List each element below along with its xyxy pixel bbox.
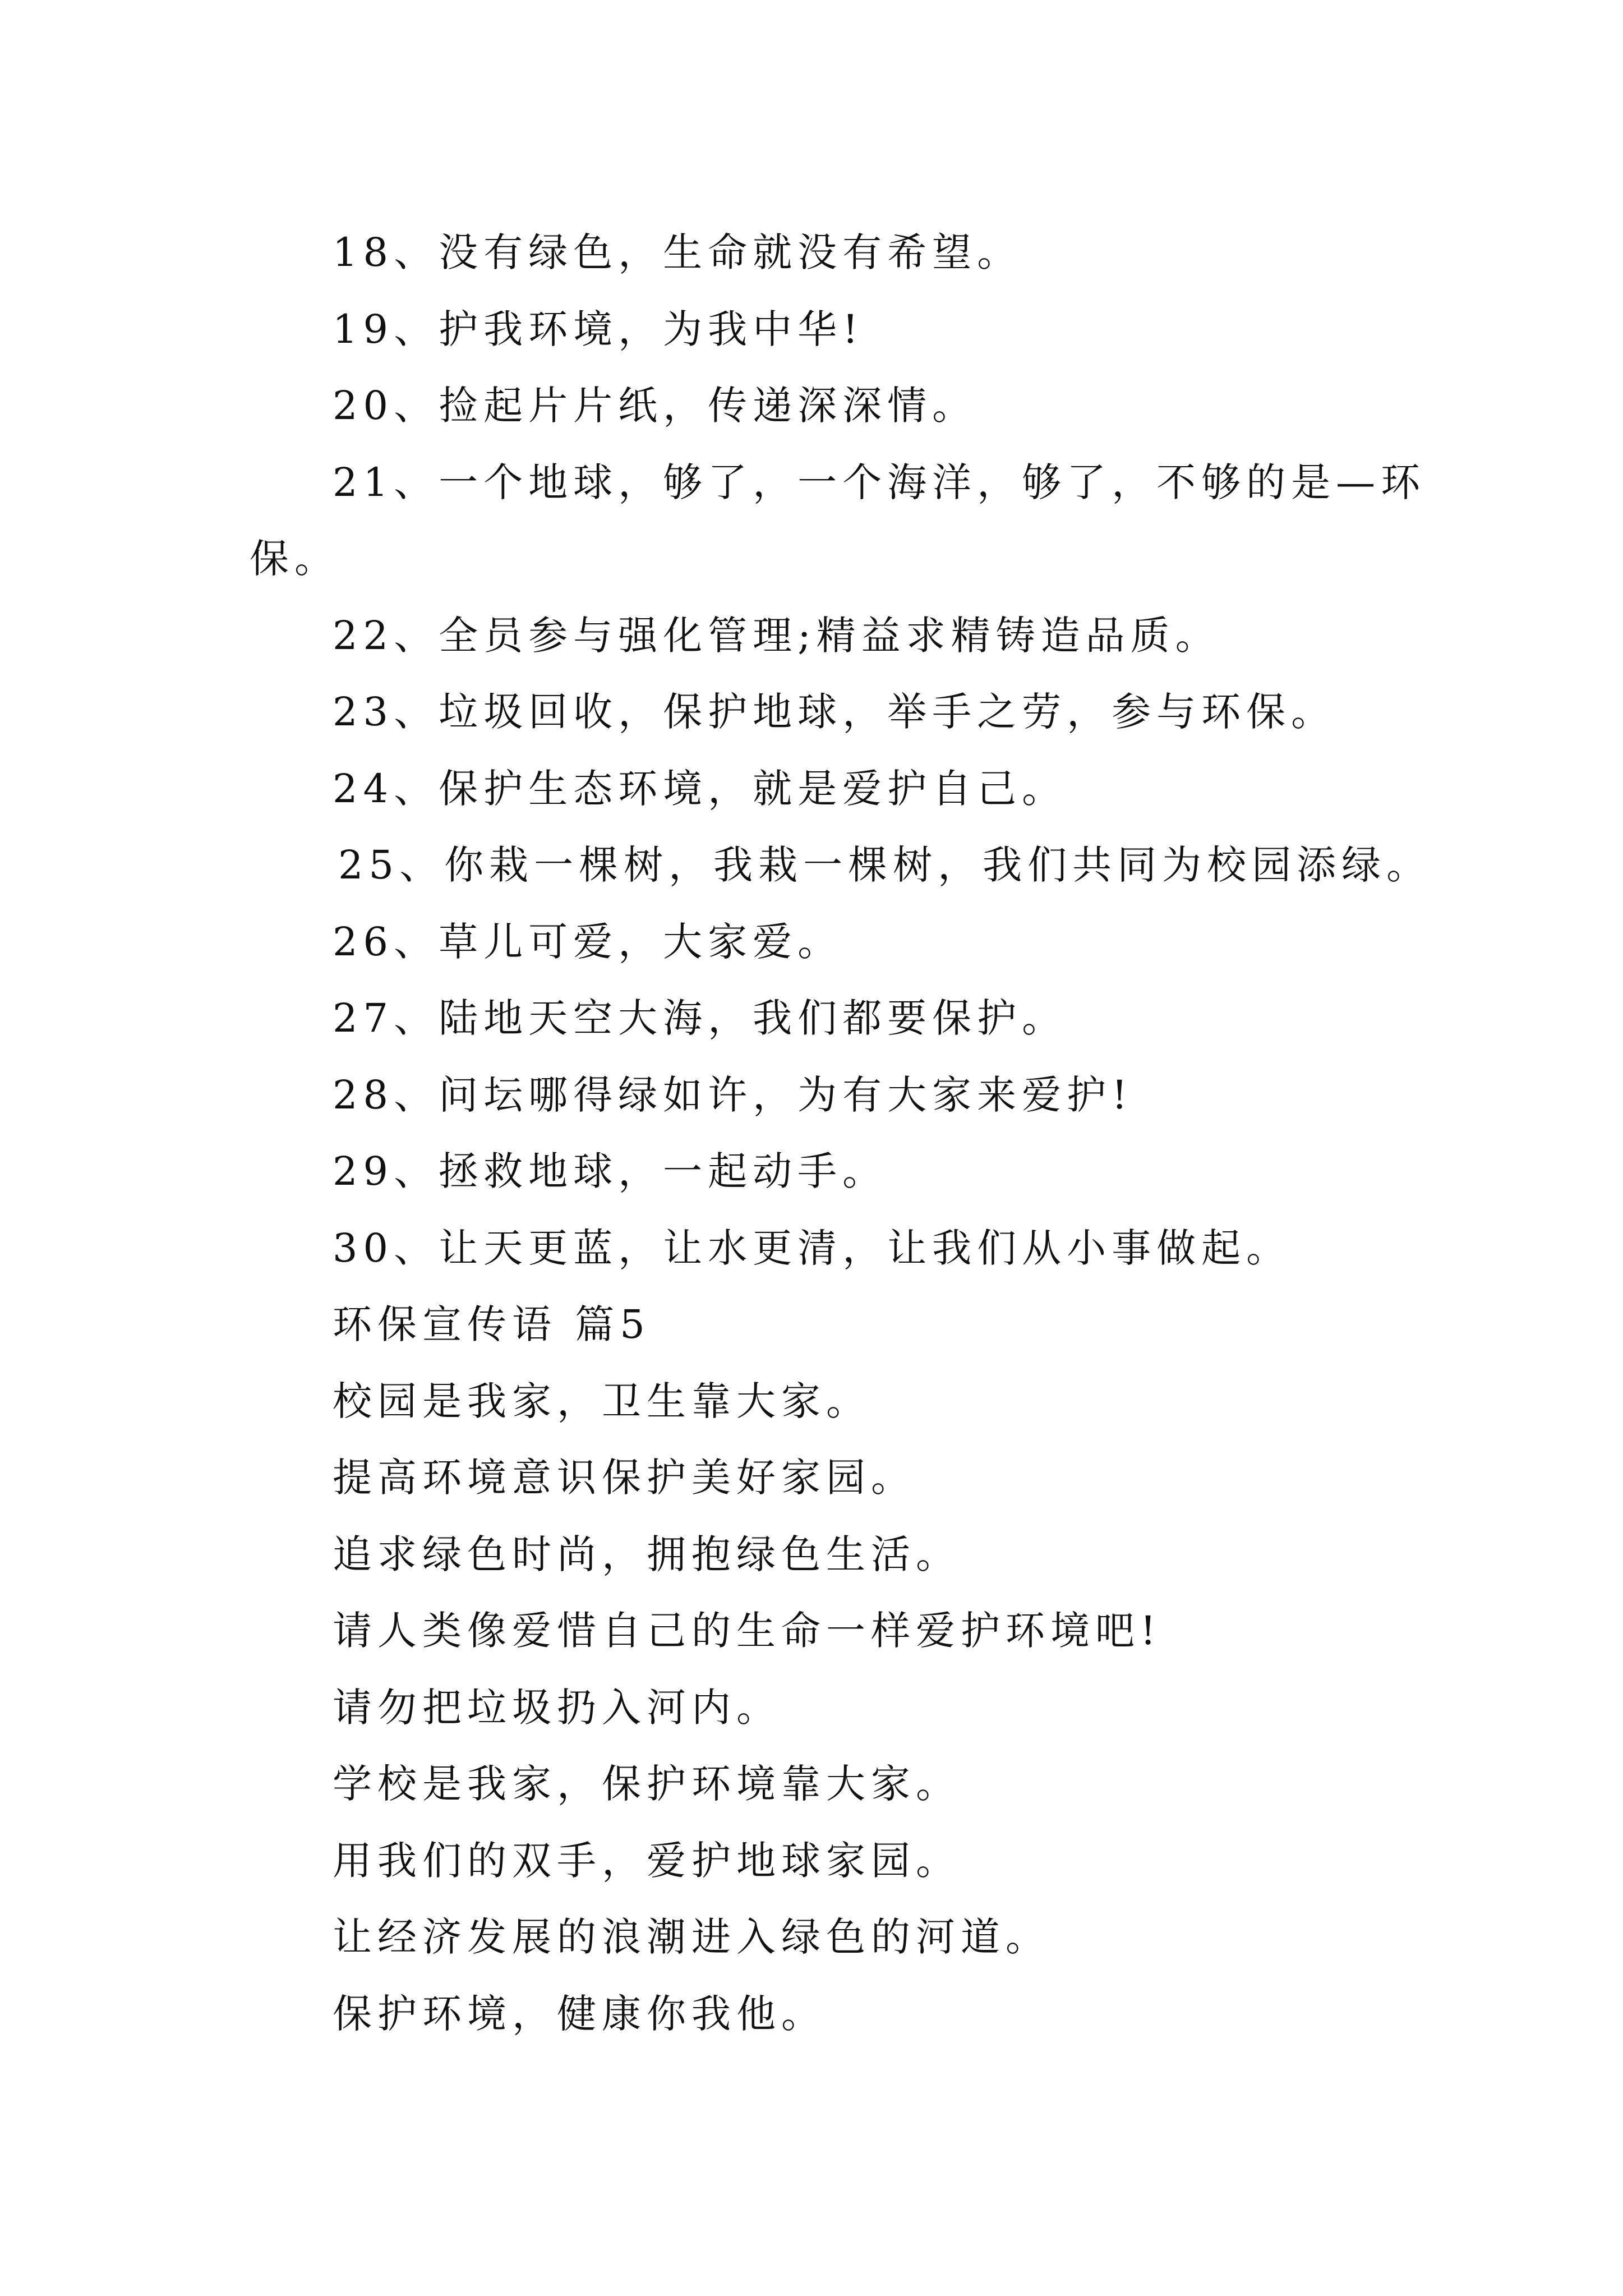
section-line: 追求绿色时尚，拥抱绿色生活。 <box>333 1531 961 1577</box>
section-line: 学校是我家，保护环境靠大家。 <box>333 1761 961 1807</box>
slogan-line: 28、问坛哪得绿如许，为有大家来爱护! <box>333 1071 1133 1118</box>
slogan-line: 30、让天更蓝，让水更清，让我们从小事做起。 <box>333 1225 1292 1271</box>
slogan-line: 18、没有绿色，生命就没有希望。 <box>333 229 1022 275</box>
section-line: 请人类像爱惜自己的生命一样爱护环境吧! <box>333 1608 1162 1654</box>
slogan-line: 25、你栽一棵树，我栽一棵树，我们共同为校园添绿。 <box>338 842 1432 888</box>
section-line: 校园是我家，卫生靠大家。 <box>333 1378 871 1424</box>
slogan-line: 22、全员参与强化管理;精益求精铸造品质。 <box>333 612 1220 659</box>
document-body <box>0 214 1623 2052</box>
section-line: 用我们的双手，爱护地球家园。 <box>333 1837 961 1884</box>
section-line: 让经济发展的浪潮进入绿色的河道。 <box>333 1914 1050 1960</box>
slogan-line: 26、草儿可爱，大家爱。 <box>333 918 843 965</box>
slogan-line: 24、保护生态环境，就是爱护自己。 <box>333 765 1067 812</box>
section-line: 请勿把垃圾扔入河内。 <box>333 1684 781 1731</box>
slogan-line: 19、护我环境，为我中华! <box>333 306 864 352</box>
section-line: 保护环境，健康你我他。 <box>333 1990 826 2037</box>
slogan-line: 20、捡起片片纸，传递深深情。 <box>333 383 978 429</box>
slogan-line-continuation: 保。 <box>250 536 339 582</box>
section-line: 提高环境意识保护美好家园。 <box>333 1455 916 1501</box>
slogan-line: 23、垃圾回收，保护地球，举手之劳，参与环保。 <box>333 689 1336 735</box>
slogan-line: 21、一个地球，够了，一个海洋，够了，不够的是—环 <box>333 459 1426 505</box>
slogan-line: 27、陆地天空大海，我们都要保护。 <box>333 995 1067 1041</box>
slogan-line: 29、拯救地球，一起动手。 <box>333 1148 888 1194</box>
section-heading: 环保宣传语 篇5 <box>333 1301 651 1347</box>
